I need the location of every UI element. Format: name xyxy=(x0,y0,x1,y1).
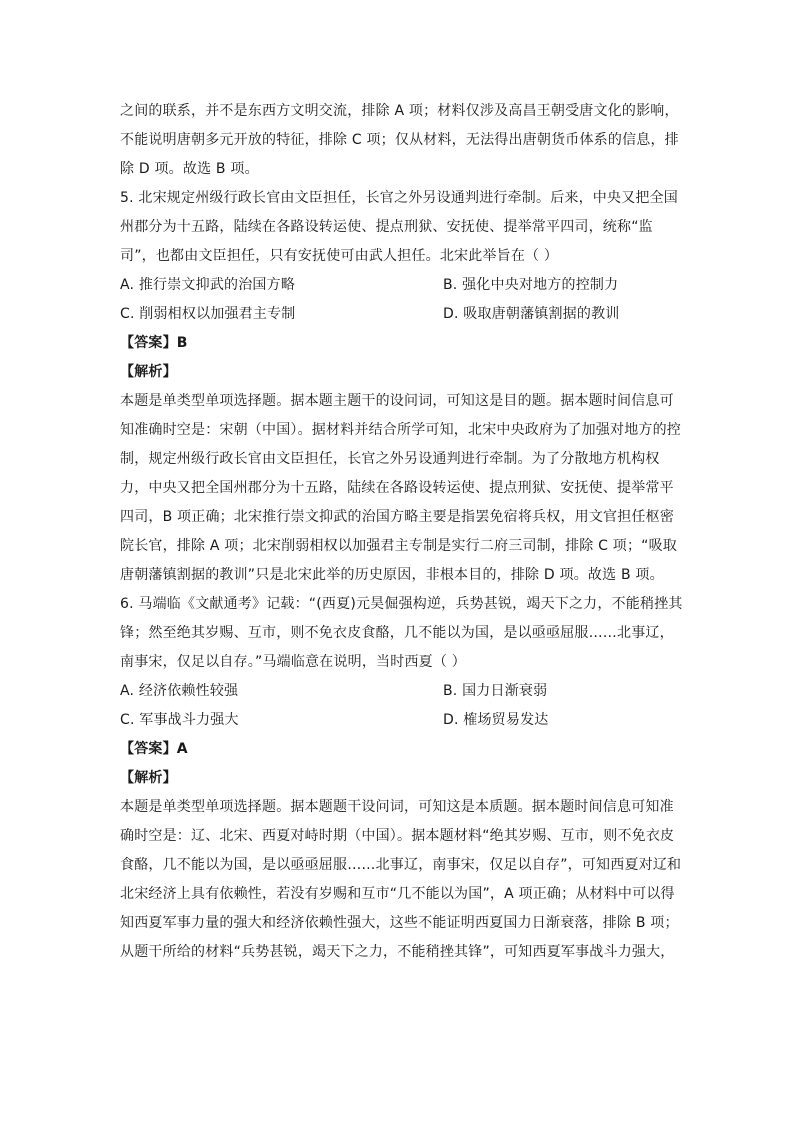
analysis-line: 食酪，几不能以为国，是以亟亟屈服……北事辽，南事宋，仅足以自存”，可知西夏对辽和 xyxy=(120,857,682,873)
analysis-line: 本题是单类型单项选择题。据本题题干设问词，可知这是本质题。据本题时间信息可知准 xyxy=(120,799,674,815)
answer-label: 【答案】B xyxy=(120,335,188,351)
analysis-line: 知准确时空是：宋朝（中国）。据材料并结合所学可知，北宋中央政府为了加强对地方的控 xyxy=(120,422,681,438)
question-6-stem: 锋；然至绝其岁赐、互市，则不免衣皮食酪，几不能以为国，是以亟亟屈服……北事辽， xyxy=(120,625,674,641)
question-5-options-row xyxy=(120,300,680,329)
analysis-line: 制，规定州级行政长官由文臣担任，长官之外另设通判进行牵制。为了分散地方机构权 xyxy=(120,451,660,467)
analysis-line: 从题干所给的材料“兵势甚锐，竭天下之力，不能稍挫其锋”，可知西夏军事战斗力强大， xyxy=(120,944,675,960)
question-5-stem: 5. 北宋规定州级行政长官由文臣担任，长官之外另设通判进行牵制。后来，中央又把全国 xyxy=(120,190,679,206)
option-c: C. 削弱相权以加强君主专制 xyxy=(120,306,296,322)
analysis-line: 院长官，排除 A 项；北宋削弱相权以加强君主专制是实行二府三司制，排除 C 项；“吸取 xyxy=(120,538,678,554)
analysis-label: 【解析】 xyxy=(120,364,177,380)
option-a: A. 经济依赖性较强 xyxy=(120,683,239,699)
answer-label: 【答案】A xyxy=(120,741,188,757)
analysis-line: 唐朝藩镇割据的教训”只是北宋此举的历史原因，非根本目的，排除 D 项。故选 B 项。 xyxy=(120,567,664,583)
text-line: 不能说明唐朝多元开放的特征，排除 C 项；仅从材料，无法得出唐朝货币体系的信息，排 xyxy=(120,132,679,148)
option-b: B. 国力日渐衰弱 xyxy=(443,683,548,699)
analysis-label: 【解析】 xyxy=(120,770,177,786)
analysis-line: 确时空是：辽、北宋、西夏对峙时期（中国）。据本题材料“绝其岁赐、互市，则不免衣皮 xyxy=(120,828,675,844)
option-b: B. 强化中央对地方的控制力 xyxy=(443,277,619,293)
text-line: 之间的联系，并不是东西方文明交流，排除 A 项；材料仅涉及高昌王朝受唐文化的影响， xyxy=(120,103,679,119)
question-5-stem: 州郡分为十五路，陆续在各路设转运使、提点刑狱、安抚使、提举常平四司，统称“监 xyxy=(120,219,653,235)
analysis-line: 本题是单类型单项选择题。据本题主题干的设问词，可知这是目的题。据本题时间信息可 xyxy=(120,393,674,409)
option-d: D. 吸取唐朝藩镇割据的教训 xyxy=(443,306,620,322)
question-6-options-row xyxy=(120,706,680,735)
analysis-line: 四司，B 项正确；北宋推行崇文抑武的治国方略主要是指罢免宿将兵权，用文官担任枢密 xyxy=(120,509,675,525)
option-c: C. 军事战斗力强大 xyxy=(120,712,239,728)
question-5-options-row xyxy=(120,271,680,300)
question-6-stem: 南事宋，仅足以自存。”马端临意在说明，当时西夏（ ） xyxy=(120,654,466,670)
text-line: 除 D 项。故选 B 项。 xyxy=(120,161,259,177)
analysis-line: 力，中央又把全国州郡分为十五路，陆续在各路设转运使、提点刑狱、安抚使、提举常平 xyxy=(120,480,674,496)
question-6-stem: 6. 马端临《文献通考》记载：“(西夏)元昊倔强构逆，兵势甚锐，竭天下之力，不能稍挫其 xyxy=(120,596,683,612)
analysis-line: 知西夏军事力量的强大和经济依赖性强大，这些不能证明西夏国力日渐衰落，排除 B 项； xyxy=(120,915,679,931)
option-d: D. 榷场贸易发达 xyxy=(443,712,549,728)
option-a: A. 推行崇文抑武的治国方略 xyxy=(120,277,296,293)
document-body xyxy=(120,97,683,967)
question-6-options-row xyxy=(120,677,680,706)
analysis-line: 北宋经济上具有依赖性，若没有岁赐和互市“几不能以为国”，A 项正确；从材料中可以得 xyxy=(120,886,675,902)
question-5-stem: 司”，也都由文臣担任，只有安抚使可由武人担任。北宋此举旨在（ ） xyxy=(120,248,559,264)
